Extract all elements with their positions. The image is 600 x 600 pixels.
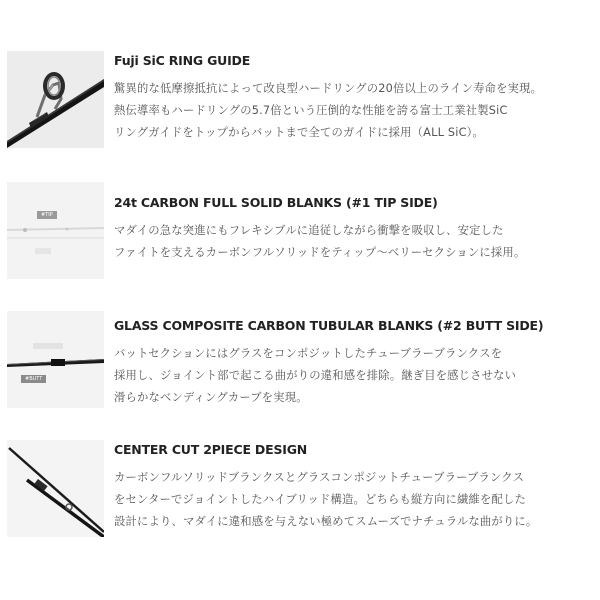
- description-line: リングガイドをトップからバットまで全てのガイドに採用（ALL SiC）。: [114, 126, 485, 139]
- feature-description: [114, 343, 594, 409]
- two-piece-rod-photo: [7, 440, 104, 537]
- feature-description: [114, 220, 594, 264]
- description-line: をセンターでジョイントしたハイブリッド構造。どちらも縦方向に繊維を配した: [114, 493, 526, 506]
- description-line: マダイの急な突進にもフレキシブルに追従しながら衝撃を吸収し、安定した: [114, 224, 504, 237]
- feature-description: [114, 467, 594, 533]
- description-line: 驚異的な低摩擦抵抗によって改良型ハードリングの20倍以上のライン寿命を実現。: [114, 82, 543, 95]
- feature-title: Fuji SiC RING GUIDE: [114, 53, 251, 68]
- butt-blank-photo: [7, 311, 104, 408]
- feature-description: [114, 78, 594, 144]
- description-line: カーボンフルソリッドブランクスとグラスコンポジットチューブラーブランクス: [114, 471, 525, 484]
- feature-title: GLASS COMPOSITE CARBON TUBULAR BLANKS (#2 BUTT SIDE): [114, 318, 544, 333]
- tip-blank-photo: [7, 182, 104, 279]
- butt-section-label: #BUTT: [21, 375, 46, 383]
- description-line: 滑らかなベンディングカーブを実現。: [114, 391, 308, 404]
- description-line: 熱伝導率もハードリングの5.7倍という圧倒的な性能を誇る富士工業社製SiC: [114, 104, 508, 117]
- feature-title: 24t CARBON FULL SOLID BLANKS (#1 TIP SIDE): [114, 195, 438, 210]
- ring-guide-photo: [7, 51, 104, 148]
- description-line: ファイトを支えるカーボンフルソリッドをティップ～ベリーセクションに採用。: [114, 246, 526, 259]
- feature-title: CENTER CUT 2PIECE DESIGN: [114, 442, 308, 457]
- description-line: 設計により、マダイに違和感を与えない極めてスムーズでナチュラルな曲がりに。: [114, 515, 538, 528]
- tip-section-label: #TIP: [37, 211, 57, 219]
- description-line: 採用し、ジョイント部で起こる曲がりの違和感を排除。継ぎ目を感じさせない: [114, 369, 517, 382]
- description-line: バットセクションにはグラスをコンポジットしたチューブラーブランクスを: [114, 347, 503, 360]
